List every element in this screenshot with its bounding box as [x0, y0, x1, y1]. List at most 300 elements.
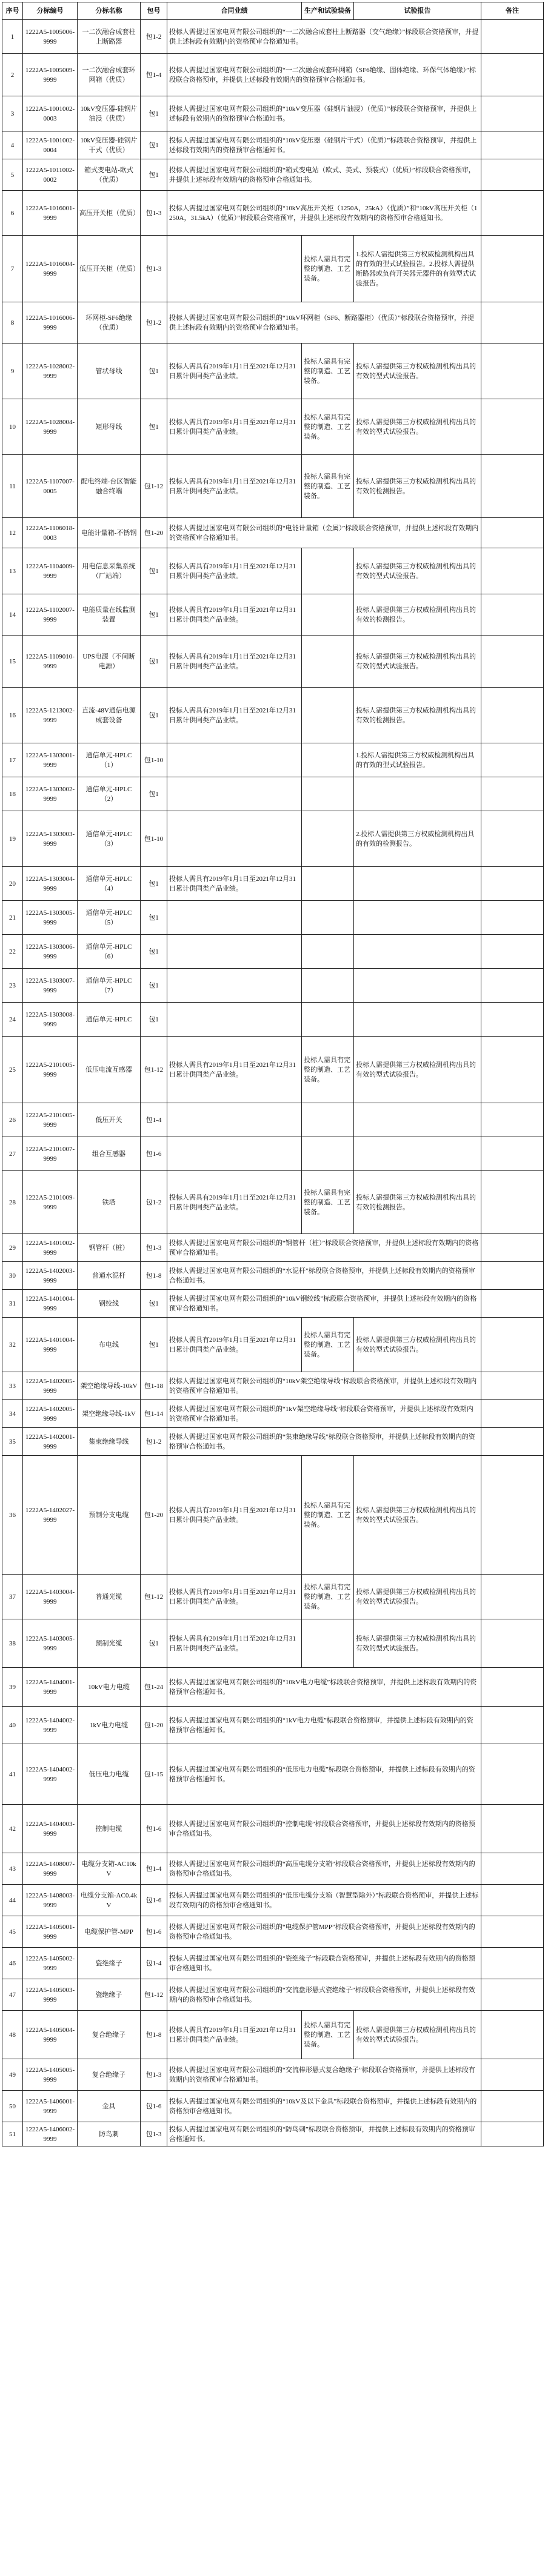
row-remarks — [481, 1979, 544, 2011]
row-code: 1222A5-1109010-9999 — [23, 636, 78, 688]
row-num: 24 — [2, 1003, 23, 1037]
row-code: 1222A5-1303007-9999 — [23, 969, 78, 1003]
row-equipment: 投标人需具有完整的制造、工艺装备。 — [302, 455, 354, 518]
row-equipment: 投标人需具有完整的制造、工艺装备。 — [302, 1318, 354, 1372]
row-code: 1222A5-1408003-9999 — [23, 1885, 78, 1916]
table-row — [2, 1948, 544, 1979]
row-num: 19 — [2, 811, 23, 867]
row-contract: 投标人需具有2019年1月1日至2021年12月31日累计供同类产品业绩。 — [167, 1318, 302, 1372]
row-code: 1222A5-1005009-9999 — [23, 54, 78, 96]
table-row — [2, 1400, 544, 1428]
row-name: 电能质量在线监测装置 — [78, 594, 141, 636]
table-row — [2, 594, 544, 636]
table-row — [2, 1668, 544, 1707]
row-code: 1222A5-1404001-9999 — [23, 1668, 78, 1707]
row-test-report: 投标人需提供第三方权威检测机构出具的有效的检测报告。 — [354, 1171, 481, 1234]
row-equipment — [302, 1137, 354, 1171]
table-row — [2, 688, 544, 743]
row-name: 钢绞线 — [78, 1290, 141, 1318]
row-num: 37 — [2, 1575, 23, 1619]
row-test-report: 投标人需提供第三方权威检测机构出具的有效的检测报告。 — [354, 594, 481, 636]
row-code: 1222A5-1404002-9999 — [23, 1744, 78, 1805]
row-package: 包1 — [141, 96, 167, 131]
header-package: 包号 — [141, 2, 167, 20]
row-name: 一二次融合成套环网箱（优质） — [78, 54, 141, 96]
row-name: 通信单元-HPLC — [78, 1003, 141, 1037]
row-remarks — [481, 131, 544, 159]
row-package: 包1-3 — [141, 2122, 167, 2146]
header-name: 分标名称 — [78, 2, 141, 20]
row-code: 1222A5-2101005-9999 — [23, 1037, 78, 1103]
row-contract: 投标人需具有2019年1月1日至2021年12月31日累计供同类产品业绩。 — [167, 1037, 302, 1103]
row-package: 包1 — [141, 399, 167, 455]
table-row — [2, 1575, 544, 1619]
row-remarks — [481, 867, 544, 901]
table-row — [2, 236, 544, 302]
row-remarks — [481, 1948, 544, 1979]
row-name: 普通光缆 — [78, 1575, 141, 1619]
row-equipment — [302, 1619, 354, 1668]
row-contract: 投标人需提过国家电网有限公司组织的“高压电缆分支箱”标段联合资格预审，并提供上述标段有效期内的资格预审合格通知书。 — [167, 1853, 481, 1885]
table-row — [2, 1290, 544, 1318]
row-contract — [167, 743, 302, 777]
row-remarks — [481, 1372, 544, 1400]
row-name: 通信单元-HPLC（4） — [78, 867, 141, 901]
row-name: 瓷绝缘子 — [78, 1948, 141, 1979]
row-remarks — [481, 20, 544, 54]
row-contract: 投标人需具有2019年1月1日至2021年12月31日累计供同类产品业绩。 — [167, 399, 302, 455]
row-num: 40 — [2, 1707, 23, 1744]
row-code: 1222A5-2101009-9999 — [23, 1171, 78, 1234]
row-package: 包1-6 — [141, 2091, 167, 2122]
row-code: 1222A5-1104009-9999 — [23, 548, 78, 594]
row-test-report: 1.投标人需提供第三方权威检测机构出具的有效的型式试验报告。 — [354, 743, 481, 777]
row-num: 28 — [2, 1171, 23, 1234]
row-name: 一二次融合成套柱上断路器 — [78, 20, 141, 54]
row-remarks — [481, 302, 544, 344]
row-remarks — [481, 1400, 544, 1428]
row-test-report — [354, 901, 481, 935]
row-code: 1222A5-1405003-9999 — [23, 1979, 78, 2011]
row-num: 11 — [2, 455, 23, 518]
row-name: 高压开关柜（优质） — [78, 191, 141, 236]
row-num: 46 — [2, 1948, 23, 1979]
row-name: 低压开关 — [78, 1103, 141, 1137]
row-num: 6 — [2, 191, 23, 236]
row-name: 架空绝缘导线-1kV — [78, 1400, 141, 1428]
row-equipment — [302, 688, 354, 743]
table-row — [2, 159, 544, 191]
row-test-report: 投标人需提供第三方权威检测机构出具的有效的检测报告。 — [354, 455, 481, 518]
row-contract: 投标人需提过国家电网有限公司组织的“10kV架空绝缘导线”标段联合资格预审，并提供上述标段有效期内的资格预审合格通知书。 — [167, 1372, 481, 1400]
row-remarks — [481, 1916, 544, 1948]
row-contract: 投标人需提过国家电网有限公司组织的“10kV变压器（硅钢片油浸）（优质）”标段联合资格预审，并提供上述标段有效期内的资格预审合格通知书。 — [167, 96, 481, 131]
row-equipment — [302, 548, 354, 594]
row-name: 10kV变压器-硅钢片油浸（优质） — [78, 96, 141, 131]
row-test-report: 2.投标人需提供第三方权威检测机构出具的有效的检测报告。 — [354, 811, 481, 867]
row-package: 包1 — [141, 636, 167, 688]
header-contract: 合同业绩 — [167, 2, 302, 20]
table-row — [2, 743, 544, 777]
row-code: 1222A5-1106018-0003 — [23, 518, 78, 548]
row-contract: 投标人需具有2019年1月1日至2021年12月31日累计供同类产品业绩。 — [167, 594, 302, 636]
row-contract: 投标人需提过国家电网有限公司组织的“10kV环网柜（SF6、断路器柜）（优质）”标段联合资格预审，并提供上述标段有效期内的资格预审合格通知书。 — [167, 302, 481, 344]
row-name: 预制分支电缆 — [78, 1456, 141, 1575]
row-num: 1 — [2, 20, 23, 54]
row-num: 25 — [2, 1037, 23, 1103]
row-package: 包1-20 — [141, 518, 167, 548]
row-remarks — [481, 236, 544, 302]
header-num: 序号 — [2, 2, 23, 20]
row-code: 1222A5-1403005-9999 — [23, 1619, 78, 1668]
row-equipment: 投标人需具有完整的制造、工艺装备。 — [302, 1456, 354, 1575]
row-num: 21 — [2, 901, 23, 935]
row-code: 1222A5-1403004-9999 — [23, 1575, 78, 1619]
table-row — [2, 1003, 544, 1037]
row-package: 包1-6 — [141, 1805, 167, 1853]
row-num: 49 — [2, 2059, 23, 2091]
row-code: 1222A5-1303002-9999 — [23, 777, 78, 811]
row-name: 管状母线 — [78, 344, 141, 399]
row-name: 箱式变电站-欧式（优质） — [78, 159, 141, 191]
row-num: 32 — [2, 1318, 23, 1372]
row-package: 包1-6 — [141, 1137, 167, 1171]
row-remarks — [481, 1234, 544, 1262]
table-row — [2, 1853, 544, 1885]
row-num: 41 — [2, 1744, 23, 1805]
table-row — [2, 1103, 544, 1137]
row-code: 1222A5-2101007-9999 — [23, 1137, 78, 1171]
row-contract: 投标人需提过国家电网有限公司组织的“一二次融合成套柱上断路器（交气绝缘）”标段联合资格预审，并提供上述标段有效期内的资格预审合格通知书。 — [167, 20, 481, 54]
row-contract: 投标人需提过国家电网有限公司组织的“钢管杆（桩）”标段联合资格预审，并提供上述标段有效期内的资格预审合格通知书。 — [167, 1234, 481, 1262]
row-test-report: 投标人需提供第三方权威检测机构出具的有效的型式试验报告。 — [354, 1318, 481, 1372]
row-package: 包1-3 — [141, 2059, 167, 2091]
row-remarks — [481, 901, 544, 935]
row-code: 1222A5-1303004-9999 — [23, 867, 78, 901]
row-package: 包1-18 — [141, 1372, 167, 1400]
row-package: 包1-12 — [141, 1575, 167, 1619]
row-equipment: 投标人需具有完整的制造、工艺装备。 — [302, 1037, 354, 1103]
row-contract: 投标人需具有2019年1月1日至2021年12月31日累计供同类产品业绩。 — [167, 455, 302, 518]
row-remarks — [481, 344, 544, 399]
row-remarks — [481, 1262, 544, 1290]
row-code: 1222A5-1401004-9999 — [23, 1318, 78, 1372]
row-num: 3 — [2, 96, 23, 131]
row-remarks — [481, 1668, 544, 1707]
header-equipment: 生产和试验装备 — [302, 2, 354, 20]
row-contract: 投标人需提过国家电网有限公司组织的“1kV架空绝缘导线”标段联合资格预审，并提供上述标段有效期内的资格预审合格通知书。 — [167, 1400, 481, 1428]
row-name: 架空绝缘导线-10kV — [78, 1372, 141, 1400]
row-num: 34 — [2, 1400, 23, 1428]
row-package: 包1-4 — [141, 1948, 167, 1979]
table-row — [2, 1428, 544, 1456]
row-test-report — [354, 1003, 481, 1037]
row-contract: 投标人需具有2019年1月1日至2021年12月31日累计供同类产品业绩。 — [167, 1171, 302, 1234]
row-remarks — [481, 1575, 544, 1619]
row-name: 电缆保护管-MPP — [78, 1916, 141, 1948]
row-contract — [167, 969, 302, 1003]
row-remarks — [481, 1853, 544, 1885]
row-remarks — [481, 1619, 544, 1668]
row-name: 通信单元-HPLC（5） — [78, 901, 141, 935]
row-package: 包1-8 — [141, 1262, 167, 1290]
row-package: 包1 — [141, 1003, 167, 1037]
table-row — [2, 1318, 544, 1372]
row-name: 通信单元-HPLC（1） — [78, 743, 141, 777]
table-row — [2, 1372, 544, 1400]
row-num: 36 — [2, 1456, 23, 1575]
row-package: 包1 — [141, 969, 167, 1003]
table-row — [2, 399, 544, 455]
row-num: 18 — [2, 777, 23, 811]
row-remarks — [481, 518, 544, 548]
row-contract: 投标人需提过国家电网有限公司组织的“水泥杆”标段联合资格预审，并提供上述标段有效期内的资格预审合格通知书。 — [167, 1262, 481, 1290]
row-remarks — [481, 2122, 544, 2146]
row-test-report — [354, 969, 481, 1003]
row-package: 包1 — [141, 901, 167, 935]
row-test-report — [354, 777, 481, 811]
row-package: 包1-12 — [141, 1979, 167, 2011]
row-contract: 投标人需提过国家电网有限公司组织的“交流棒形悬式复合绝缘子”标段联合资格预审，并提供上述标段有效期内的资格预审合格通知书。 — [167, 2059, 481, 2091]
row-code: 1222A5-1028004-9999 — [23, 399, 78, 455]
row-code: 1222A5-1016004-9999 — [23, 236, 78, 302]
table-row — [2, 1885, 544, 1916]
row-num: 35 — [2, 1428, 23, 1456]
row-contract: 投标人需提过国家电网有限公司组织的“电能计量箱（金属）”标段联合资格预审，并提供上述标段有效期内的资格预审合格通知书。 — [167, 518, 481, 548]
row-code: 1222A5-2101005-9999 — [23, 1103, 78, 1137]
row-num: 47 — [2, 1979, 23, 2011]
row-equipment — [302, 1003, 354, 1037]
row-contract: 投标人需具有2019年1月1日至2021年12月31日累计供同类产品业绩。 — [167, 1619, 302, 1668]
row-contract: 投标人需提过国家电网有限公司组织的“低压电力电缆”标段联合资格预审，并提供上述标段有效期内的资格预审合格通知书。 — [167, 1744, 481, 1805]
table-row — [2, 20, 544, 54]
row-contract: 投标人需提过国家电网有限公司组织的“防鸟刺”标段联合资格预审，并提供上述标段有效期内的资格预审合格通知书。 — [167, 2122, 481, 2146]
row-code: 1222A5-1005006-9999 — [23, 20, 78, 54]
row-num: 5 — [2, 159, 23, 191]
row-code: 1222A5-1404003-9999 — [23, 1805, 78, 1853]
row-contract: 投标人需具有2019年1月1日至2021年12月31日累计供同类产品业绩。 — [167, 867, 302, 901]
row-equipment — [302, 777, 354, 811]
row-package: 包1-4 — [141, 1853, 167, 1885]
row-num: 51 — [2, 2122, 23, 2146]
row-num: 29 — [2, 1234, 23, 1262]
row-num: 26 — [2, 1103, 23, 1137]
row-name: 配电终端-台区智能融合终端 — [78, 455, 141, 518]
row-name: 通信单元-HPLC（7） — [78, 969, 141, 1003]
table-row — [2, 636, 544, 688]
row-contract — [167, 1137, 302, 1171]
row-remarks — [481, 969, 544, 1003]
row-name: 电缆分支箱-AC0.4kV — [78, 1885, 141, 1916]
table-row — [2, 2091, 544, 2122]
row-num: 42 — [2, 1805, 23, 1853]
row-test-report: 投标人需提供第三方权威检测机构出具的有效的型式试验报告。 — [354, 548, 481, 594]
row-package: 包1 — [141, 1318, 167, 1372]
row-name: 预制光缆 — [78, 1619, 141, 1668]
table-row — [2, 302, 544, 344]
row-code: 1222A5-1405004-9999 — [23, 2011, 78, 2059]
row-equipment — [302, 743, 354, 777]
row-name: 电能计量箱-不锈钢 — [78, 518, 141, 548]
row-contract: 投标人需具有2019年1月1日至2021年12月31日累计供同类产品业绩。 — [167, 636, 302, 688]
row-contract: 投标人需提过国家电网有限公司组织的“1kV电力电缆”标段联合资格预审，并提供上述标段有效期内的资格预审合格通知书。 — [167, 1707, 481, 1744]
row-num: 9 — [2, 344, 23, 399]
row-equipment — [302, 935, 354, 969]
row-name: 10kV电力电缆 — [78, 1668, 141, 1707]
row-remarks — [481, 1171, 544, 1234]
row-num: 30 — [2, 1262, 23, 1290]
row-contract — [167, 777, 302, 811]
row-contract — [167, 901, 302, 935]
row-num: 13 — [2, 548, 23, 594]
row-contract: 投标人需提过国家电网有限公司组织的“瓷绝缘子”标段联合资格预审，并提供上述标段有效期内的资格预审合格通知书。 — [167, 1948, 481, 1979]
row-test-report — [354, 1137, 481, 1171]
row-contract: 投标人需具有2019年1月1日至2021年12月31日累计供同类产品业绩。 — [167, 1575, 302, 1619]
row-equipment — [302, 636, 354, 688]
row-name: 电缆分支箱-AC10kV — [78, 1853, 141, 1885]
row-contract: 投标人需提过国家电网有限公司组织的“10kV变压器（硅钢片干式）（优质）”标段联合资格预审，并提供上述标段有效期内的资格预审合格通知书。 — [167, 131, 481, 159]
row-num: 45 — [2, 1916, 23, 1948]
row-name: 通信单元-HPLC（3） — [78, 811, 141, 867]
row-package: 包1-6 — [141, 1885, 167, 1916]
row-test-report: 投标人需提供第三方权威检测机构出具的有效的型式试验报告。 — [354, 1456, 481, 1575]
row-remarks — [481, 811, 544, 867]
table-row — [2, 131, 544, 159]
row-package: 包1-12 — [141, 455, 167, 518]
row-contract: 投标人需提过国家电网有限公司组织的“一二次融合成套环网箱（SF6绝缘、固体绝缘、环保气体绝缘）”标段联合资格预审，并提供上述标段有效期内的资格预审合格通知书。 — [167, 54, 481, 96]
row-name: 集束绝缘导线 — [78, 1428, 141, 1456]
row-package: 包1 — [141, 1290, 167, 1318]
row-equipment: 投标人需具有完整的制造、工艺装备。 — [302, 344, 354, 399]
row-contract: 投标人需具有2019年1月1日至2021年12月31日累计供同类产品业绩。 — [167, 548, 302, 594]
row-code: 1222A5-1402005-9999 — [23, 1400, 78, 1428]
row-equipment — [302, 901, 354, 935]
row-num: 27 — [2, 1137, 23, 1171]
table-row — [2, 1805, 544, 1853]
row-name: UPS电源（不间断电源） — [78, 636, 141, 688]
row-contract: 投标人需提过国家电网有限公司组织的“集束绝缘导线”标段联合资格预审，并提供上述标段有效期内的资格预审合格通知书。 — [167, 1428, 481, 1456]
row-code: 1222A5-1303001-9999 — [23, 743, 78, 777]
row-remarks — [481, 688, 544, 743]
row-equipment: 投标人需具有完整的制造、工艺装备。 — [302, 1171, 354, 1234]
row-name: 防鸟刺 — [78, 2122, 141, 2146]
row-name: 组合互感器 — [78, 1137, 141, 1171]
row-remarks — [481, 1103, 544, 1137]
row-num: 22 — [2, 935, 23, 969]
row-remarks — [481, 1037, 544, 1103]
row-package: 包1-12 — [141, 1037, 167, 1103]
row-package: 包1 — [141, 131, 167, 159]
row-code: 1222A5-1402005-9999 — [23, 1372, 78, 1400]
row-contract: 投标人需具有2019年1月1日至2021年12月31日累计供同类产品业绩。 — [167, 1456, 302, 1575]
row-num: 31 — [2, 1290, 23, 1318]
row-equipment — [302, 594, 354, 636]
table-row — [2, 1744, 544, 1805]
table-row — [2, 1037, 544, 1103]
row-code: 1222A5-1107007-0005 — [23, 455, 78, 518]
table-row — [2, 2059, 544, 2091]
row-name: 10kV变压器-硅钢片干式（优质） — [78, 131, 141, 159]
row-name: 低压开关柜（优质） — [78, 236, 141, 302]
row-name: 矩形母线 — [78, 399, 141, 455]
row-num: 14 — [2, 594, 23, 636]
row-code: 1222A5-1405005-9999 — [23, 2059, 78, 2091]
row-package: 包1 — [141, 344, 167, 399]
row-contract: 投标人需提过国家电网有限公司组织的“电缆保护管MPP”标段联合资格预审，并提供上述标段有效期内的资格预审合格通知书。 — [167, 1916, 481, 1948]
row-test-report: 1.投标人需提供第三方权威检测机构出具的有效的型式试验报告。2.投标人需提供断路器或负荷开关器元器件的有效型式试验报告。 — [354, 236, 481, 302]
row-contract — [167, 935, 302, 969]
row-name: 普通水泥杆 — [78, 1262, 141, 1290]
row-contract: 投标人需具有2019年1月1日至2021年12月31日累计供同类产品业绩。 — [167, 344, 302, 399]
row-remarks — [481, 1456, 544, 1575]
table-row — [2, 867, 544, 901]
row-test-report: 投标人需提供第三方权威检测机构出具的有效的型式试验报告。 — [354, 1619, 481, 1668]
row-name: 低压电力电缆 — [78, 1744, 141, 1805]
row-test-report: 投标人需提供第三方权威检测机构出具的有效的型式试验报告。 — [354, 1575, 481, 1619]
row-remarks — [481, 636, 544, 688]
row-num: 43 — [2, 1853, 23, 1885]
row-code: 1222A5-1016001-9999 — [23, 191, 78, 236]
row-test-report: 投标人需提供第三方权威检测机构出具的有效的型式试验报告。 — [354, 1037, 481, 1103]
row-name: 通信单元-HPLC（6） — [78, 935, 141, 969]
row-code: 1222A5-1402003-9999 — [23, 1262, 78, 1290]
row-num: 12 — [2, 518, 23, 548]
table-row — [2, 548, 544, 594]
table-row — [2, 1979, 544, 2011]
row-name: 低压电流互感器 — [78, 1037, 141, 1103]
row-test-report: 投标人需提供第三方权威检测机构出具的有效的型式试验报告。 — [354, 399, 481, 455]
row-contract: 投标人需提过国家电网有限公司组织的“箱式变电站（欧式、美式、预装式）（优质）”标段联合资格预审，并提供上述标段有效期内的资格预审合格通知书。 — [167, 159, 481, 191]
table-body — [2, 20, 544, 2146]
row-name: 用电信息采集系统（厂站端） — [78, 548, 141, 594]
table-row — [2, 777, 544, 811]
row-code: 1222A5-1011002-0002 — [23, 159, 78, 191]
row-remarks — [481, 1805, 544, 1853]
row-remarks — [481, 1885, 544, 1916]
row-num: 8 — [2, 302, 23, 344]
row-test-report: 投标人需提供第三方权威检测机构出具的有效的型式试验报告。 — [354, 636, 481, 688]
row-contract: 投标人需具有2019年1月1日至2021年12月31日累计供同类产品业绩。 — [167, 2011, 302, 2059]
table-row — [2, 1456, 544, 1575]
table-row — [2, 969, 544, 1003]
row-name: 金具 — [78, 2091, 141, 2122]
row-code: 1222A5-1405002-9999 — [23, 1948, 78, 1979]
row-package: 包1-2 — [141, 1428, 167, 1456]
row-remarks — [481, 96, 544, 131]
row-package: 包1-2 — [141, 1171, 167, 1234]
table-row — [2, 518, 544, 548]
row-remarks — [481, 1318, 544, 1372]
row-remarks — [481, 1003, 544, 1037]
row-remarks — [481, 1137, 544, 1171]
row-code: 1222A5-1402027-9999 — [23, 1456, 78, 1575]
row-package: 包1 — [141, 548, 167, 594]
row-code: 1222A5-1401002-9999 — [23, 1234, 78, 1262]
row-num: 4 — [2, 131, 23, 159]
row-contract: 投标人需提过国家电网有限公司组织的“交流盘形悬式瓷绝缘子”标段联合资格预审，并提供上述标段有效期内的资格预审合格通知书。 — [167, 1979, 481, 2011]
row-package: 包1 — [141, 688, 167, 743]
row-code: 1222A5-1405001-9999 — [23, 1916, 78, 1948]
row-contract — [167, 811, 302, 867]
row-num: 7 — [2, 236, 23, 302]
row-name: 布电线 — [78, 1318, 141, 1372]
row-remarks — [481, 935, 544, 969]
row-code: 1222A5-1102007-9999 — [23, 594, 78, 636]
header-remarks: 备注 — [481, 2, 544, 20]
table-row — [2, 1619, 544, 1668]
row-test-report — [354, 867, 481, 901]
table-row — [2, 811, 544, 867]
